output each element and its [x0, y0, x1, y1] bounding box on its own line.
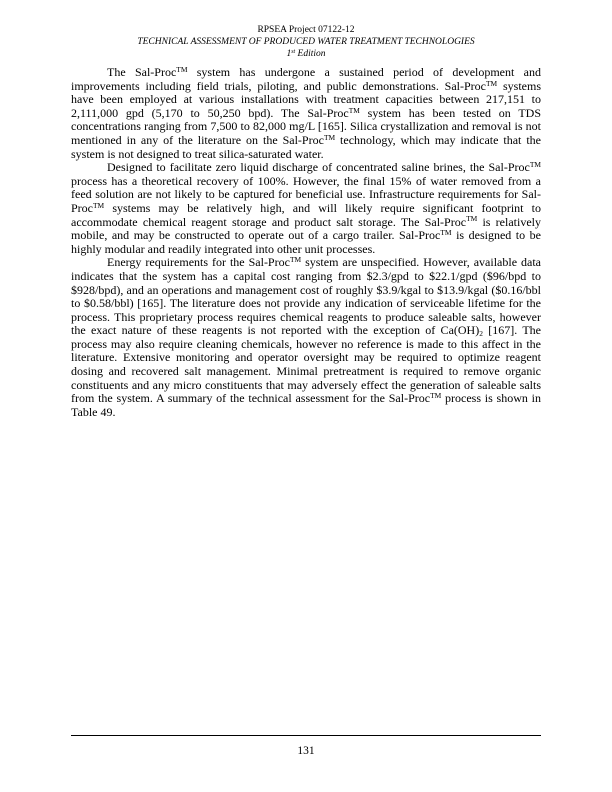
header-report-title: TECHNICAL ASSESSMENT OF PRODUCED WATER TREATMENT TECHNOLOGIES — [137, 37, 475, 47]
page-footer — [71, 735, 541, 757]
page-header — [71, 24, 541, 60]
footer-divider — [71, 735, 541, 736]
page-number: 131 — [297, 745, 315, 757]
header-edition: 1st Edition — [286, 48, 326, 59]
paragraph-salproc-costs: Energy requirements for the Sal-Proc™ system are unspecified. However, available data indicates that the system has a capital cost ranging from $2.3/gpd to $22.1/gpd ($96/bpd to $928/bpd), and an operations and management cost of roughly $3.9/kgal to $13.9/kgal ($0.16/bbl to $0.58/bbl) [165]. The literature does not provide any indication of serviceable lifetime for the process. This proprietary process requires chemical reagents to produce saleable salts, however the exact nature of these reagents is not reported with the exception of $Ca(OH)_2$ [167]. The process may also require cleaning chemicals, however no reference is made to this affect in the literature. Extensive monitoring and operator oversight may be required to optimize reagent dosing and recovered salt management. Minimal pretreatment is required to remove organic constituents and any micro constituents that may adversely effect the generation of saleable salts from the system. A summary of the technical assessment for the Sal-Proc™ process is shown in Table 49. — [71, 255, 541, 419]
paragraph-salproc-design: Designed to facilitate zero liquid discharge of concentrated saline brines, the Sal-Proc™ process has a theoretical recovery of 100%. However, the final 15% of water removed from a feed solution are not likely to be captured for beneficial use. Infrastructure requirements for Sal-Proc™ systems may be relatively high, and will likely require significant footprint to accommodate chemical reagent storage and product salt storage. The Sal-Proc™ is relatively mobile, and may be constructed to operate out of a cargo trailer. Sal-Proc™ is designed to be highly modular and readily integrated into other unit processes. — [71, 160, 541, 256]
paragraph-salproc-overview: The Sal-Proc™ system has undergone a sustained period of development and improvements including field trials, piloting, and public demonstrations. Sal-Proc™ systems have been employed at various installations with treatment capacities between 217,151 to 2,111,000 gpd (5,170 to 50,250 bpd). The Sal-Proc™ system has been tested on TDS concentrations ranging from 7,500 to 82,000 mg/L [165]. Silica crystallization and removal is not mentioned in any of the literature on the Sal-Proc™ technology, which may indicate that the system is not designed to treat silica-saturated water. — [71, 64, 542, 161]
header-project-id: RPSEA Project 07122-12 — [257, 25, 355, 35]
page-body — [71, 66, 541, 419]
